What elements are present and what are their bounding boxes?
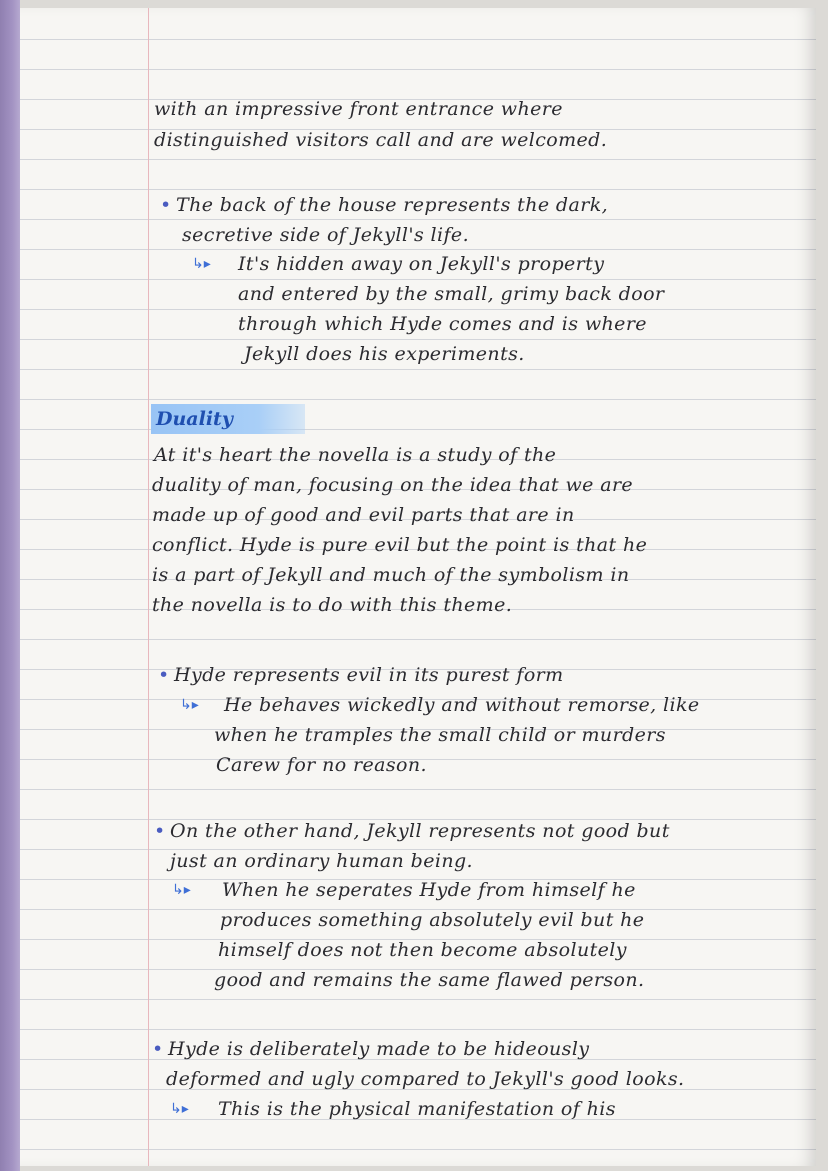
sub-point: He behaves wickedly and without remorse, like [224, 694, 700, 716]
text-line: At it's heart the novella is a study of the [154, 444, 557, 466]
notebook-page [20, 8, 816, 1166]
text-line: just an ordinary human being. [170, 850, 473, 872]
notebook-binding [0, 0, 20, 1171]
sub-point: This is the physical manifestation of his [218, 1098, 616, 1120]
text-line: with an impressive front entrance where [154, 98, 563, 120]
bullet-point: • Hyde is deliberately made to be hideously [168, 1034, 589, 1064]
arrow-right-icon: ↳▸ [192, 256, 211, 272]
text-line: secretive side of Jekyll's life. [182, 224, 470, 246]
text-line: when he tramples the small child or murders [214, 724, 666, 746]
arrow-right-icon: ↳▸ [170, 1101, 189, 1117]
text-line: the novella is to do with this theme. [152, 594, 513, 616]
text-line: produces something absolutely evil but he [220, 909, 645, 931]
margin-line [148, 8, 149, 1166]
text-line: Jekyll does his experiments. [244, 343, 525, 365]
text-line: and entered by the small, grimy back door [238, 283, 665, 305]
text-line: conflict. Hyde is pure evil but the point is that he [152, 534, 648, 556]
bullet-point: • The back of the house represents the dark, [176, 190, 608, 220]
text-line: himself does not then become absolutely [218, 939, 627, 961]
section-heading-duality: Duality [151, 404, 305, 434]
arrow-right-icon: ↳▸ [180, 697, 199, 713]
sub-point: When he seperates Hyde from himself he [222, 879, 636, 901]
text-line: good and remains the same flawed person. [214, 969, 645, 991]
text-line: made up of good and evil parts that are in [152, 504, 575, 526]
text-line: duality of man, focusing on the idea that we are [152, 474, 634, 496]
bullet-point: • On the other hand, Jekyll represents not good but [170, 816, 670, 846]
bullet-point: • Hyde represents evil in its purest form [174, 660, 564, 690]
arrow-right-icon: ↳▸ [172, 882, 191, 898]
text-line: through which Hyde comes and is where [238, 313, 647, 335]
text-line: is a part of Jekyll and much of the symbolism in [152, 564, 630, 586]
sub-point: It's hidden away on Jekyll's property [238, 253, 605, 275]
text-line: distinguished visitors call and are welcomed. [154, 129, 608, 151]
text-line: deformed and ugly compared to Jekyll's good looks. [166, 1068, 685, 1090]
text-line: Carew for no reason. [216, 754, 427, 776]
